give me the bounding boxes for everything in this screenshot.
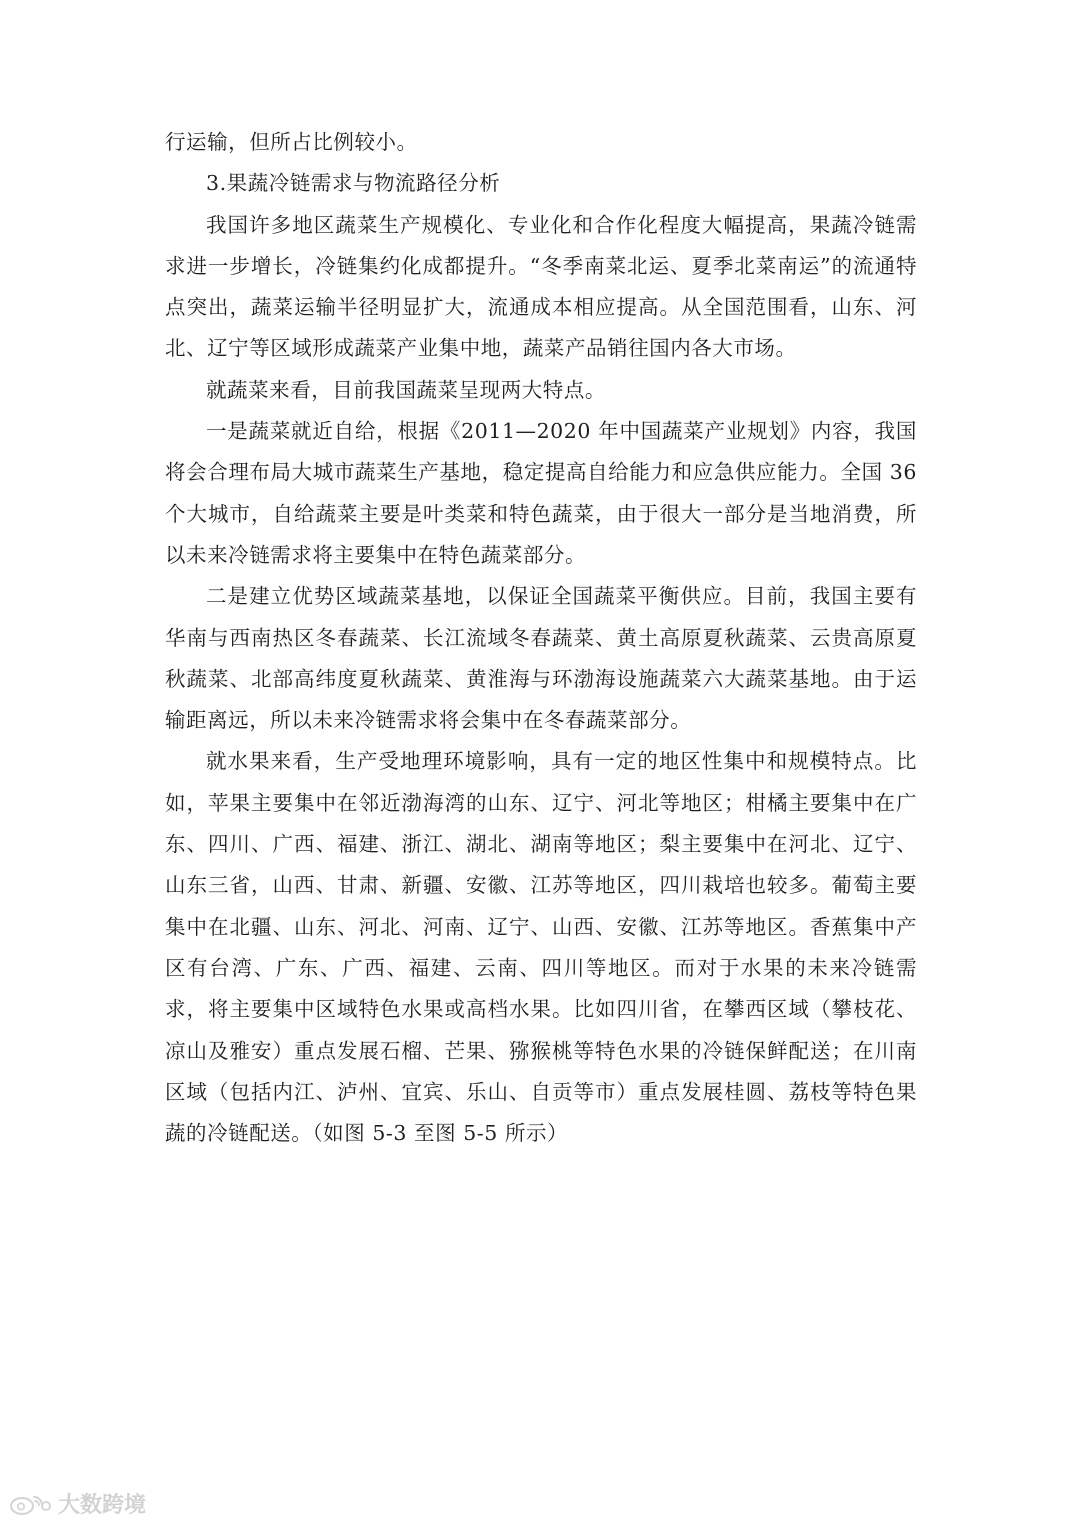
paragraph-fruit: 就水果来看，生产受地理环境影响，具有一定的地区性集中和规模特点。比如，苹果主要集中在邻近渤海湾的山东、辽宁、河北等地区；柑橘主要集中在广东、四川、广西、福建、浙江、湖北、湖南等地区；梨主要集中在河北、辽宁、山东三省，山西、甘肃、新疆、安徽、江苏等地区，四川栽培也较多。葡萄主要集中在北疆、山东、河北、河南、辽宁、山西、安徽、江苏等地区。香蕉集中产区有台湾、广东、广西、福建、云南、四川等地区。而对于水果的未来冷链需求，将主要集中区域特色水果或高档水果。比如四川省，在攀西区域（攀枝花、凉山及雅安）重点发展石榴、芒果、猕猴桃等特色水果的冷链保鲜配送；在川南区域（包括内江、泸州、宜宾、乐山、自贡等市）重点发展桂圆、荔枝等特色果蔬的冷链配送。（如图 5-3 至图 5-5 所示）	[165, 749, 917, 1146]
watermark	[8, 1488, 146, 1519]
paragraph-feature-two: 二是建立优势区域蔬菜基地，以保证全国蔬菜平衡供应。目前，我国主要有华南与西南热区冬春蔬菜、长江流域冬春蔬菜、黄土高原夏秋蔬菜、云贵高原夏秋蔬菜、北部高纬度夏秋蔬菜、黄淮海与环渤海设施蔬菜六大蔬菜基地。由于运输距离远，所以未来冷链需求将会集中在冬春蔬菜部分。	[165, 584, 917, 733]
section-heading: 3.果蔬冷链需求与物流路径分析	[206, 171, 501, 196]
document-body	[165, 122, 917, 1154]
paragraph-feature-one: 一是蔬菜就近自给，根据《2011—2020 年中国蔬菜产业规划》内容，我国将会合理布局大城市蔬菜生产基地，稳定提高自给能力和应急供应能力。全国 36 个大城市，自给蔬菜主要是叶类菜和特色蔬菜，由于很大一部分是当地消费，所以未来冷链需求将主要集中在特色蔬菜部分。	[165, 419, 917, 567]
paragraph-vegetable-overview: 我国许多地区蔬菜生产规模化、专业化和合作化程度大幅提高，果蔬冷链需求进一步增长，冷链集约化成都提升。“冬季南菜北运、夏季北菜南运”的流通特点突出，蔬菜运输半径明显扩大，流通成本相应提高。从全国范围看，山东、河北、辽宁等区域形成蔬菜产业集中地，蔬菜产品销往国内各大市场。	[165, 212, 917, 361]
weibo-logo-icon	[8, 1491, 52, 1517]
watermark-text: 大数跨境	[58, 1493, 147, 1518]
paragraph-continuation: 行运输，但所占比例较小。	[165, 130, 418, 154]
paragraph-vegetable-features-intro: 就蔬菜来看，目前我国蔬菜呈现两大特点。	[206, 377, 606, 402]
